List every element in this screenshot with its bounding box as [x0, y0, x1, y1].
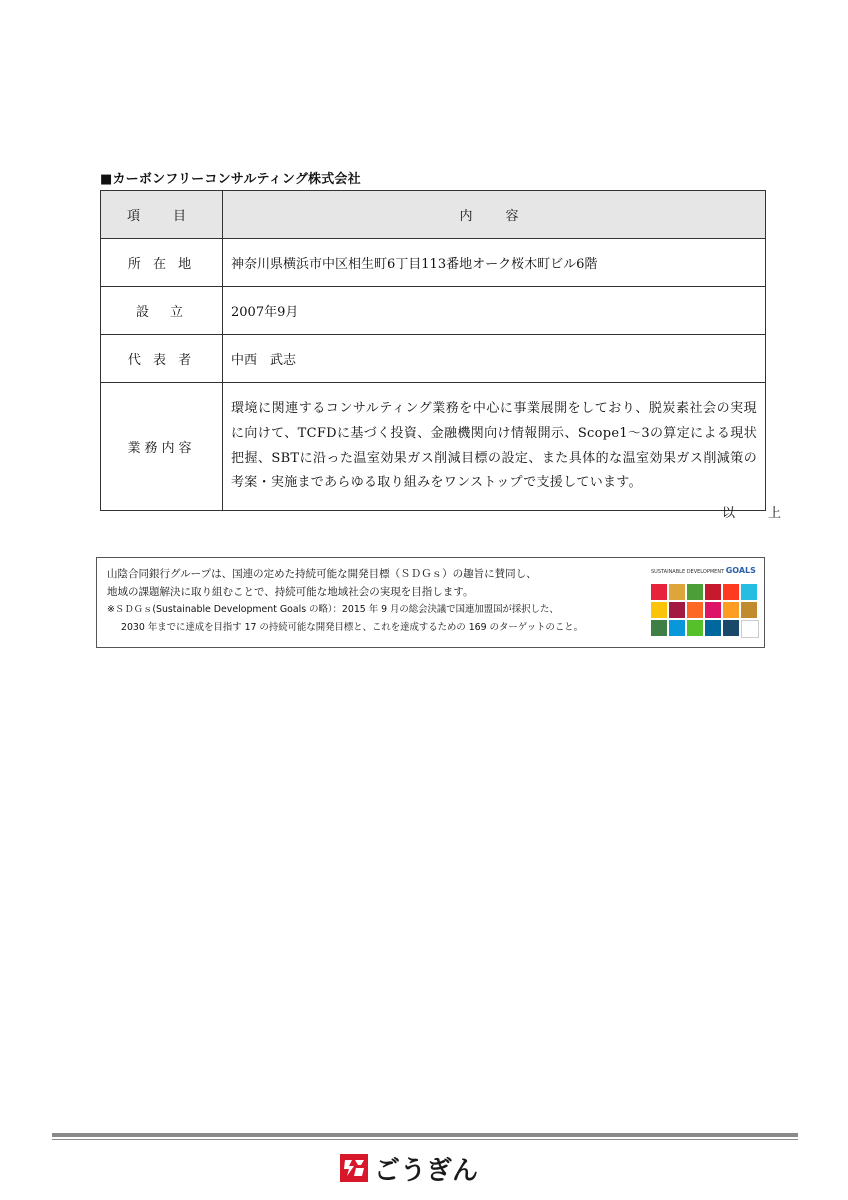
row-value-representative: 中西 武志: [223, 335, 766, 383]
sdgs-goal-tiles: [651, 584, 757, 638]
sdg-goal-tile-14: [669, 620, 685, 636]
sdgs-logo-small-text: SUSTAINABLE DEVELOPMENT: [651, 569, 725, 575]
sdgs-note-line-1: ※ＳＤＧｓ(Sustainable Development Goals の略）：2015 年 9 月の総会決議で国連加盟国が採択した、: [107, 604, 559, 615]
table-row: [101, 383, 766, 511]
sdg-goal-tile-4: [705, 584, 721, 600]
footer-rule-thick: [52, 1133, 798, 1137]
gougin-logo-icon: [340, 1154, 368, 1182]
sdg-goal-tile-5: [723, 584, 739, 600]
sdg-goal-tile-8: [669, 602, 685, 618]
sdgs-logo: [649, 568, 759, 642]
brand-name: ごうぎん: [374, 1156, 479, 1186]
section-title: ■カーボンフリーコンサルティング株式会社: [100, 172, 361, 187]
sdg-goal-tile-16: [705, 620, 721, 636]
table-row: [101, 335, 766, 383]
closing-mark: 以 上: [722, 506, 792, 521]
sdgs-logo-goals-text: GOALS: [725, 566, 756, 575]
row-label-business: 業務内容: [101, 383, 223, 511]
row-label-established: 設 立: [101, 287, 223, 335]
row-value-business: 環境に関連するコンサルティング業務を中心に事業展開をしており、脱炭素社会の実現に向けて、TCFDに基づく投資、金融機関向け情報開示、Scope1～3の算定による現状把握、SBTに沿った温室効果ガス削減目標の設定、また具体的な温室効果ガス削減策の考案・実施まであらゆる取り組みをワンストップで支援しています。: [223, 383, 766, 511]
sdgs-line-1: 山陰合同銀行グループは、国連の定めた持続可能な開発目標（ＳＤＧｓ）の趣旨に賛同し、: [107, 568, 537, 580]
sdgs-notice-text: [107, 566, 637, 636]
table-row: [101, 287, 766, 335]
sdg-goal-tile-12: [741, 602, 757, 618]
table-header-row: [101, 191, 766, 239]
company-info-table: [100, 190, 766, 511]
sdgs-line-2: 地域の課題解決に取り組むことで、持続可能な地域社会の実現を目指します。: [107, 585, 474, 598]
sdg-goal-tile-9: [687, 602, 703, 618]
sdgs-notice-box: [96, 557, 765, 648]
row-label-representative: 代 表 者: [101, 335, 223, 383]
row-label-address: 所 在 地: [101, 239, 223, 287]
sdg-goal-tile-13: [651, 620, 667, 636]
sdg-goal-tile-3: [687, 584, 703, 600]
sdg-goal-tile-18: [741, 620, 759, 638]
sdgs-note-line-2: 2030 年までに達成を目指す 17 の持続可能な開発目標と、これを達成するための 169 のターゲットのこと。: [121, 621, 583, 633]
sdg-goal-tile-2: [669, 584, 685, 600]
sdg-goal-tile-6: [741, 584, 757, 600]
sdg-goal-tile-15: [687, 620, 703, 636]
header-content: 内 容: [223, 191, 766, 239]
table-row: [101, 239, 766, 287]
sdg-goal-tile-10: [705, 602, 721, 618]
sdg-goal-tile-1: [651, 584, 667, 600]
sdg-goal-tile-11: [723, 602, 739, 618]
header-item: 項 目: [101, 191, 223, 239]
row-value-address: 神奈川県横浜市中区相生町6丁目113番地オーク桜木町ビル6階: [223, 239, 766, 287]
sdg-goal-tile-17: [723, 620, 739, 636]
sdgs-logo-heading: [651, 568, 756, 575]
footer-rule-thin: [52, 1139, 798, 1140]
sdg-goal-tile-7: [651, 602, 667, 618]
row-value-established: 2007年9月: [223, 287, 766, 335]
